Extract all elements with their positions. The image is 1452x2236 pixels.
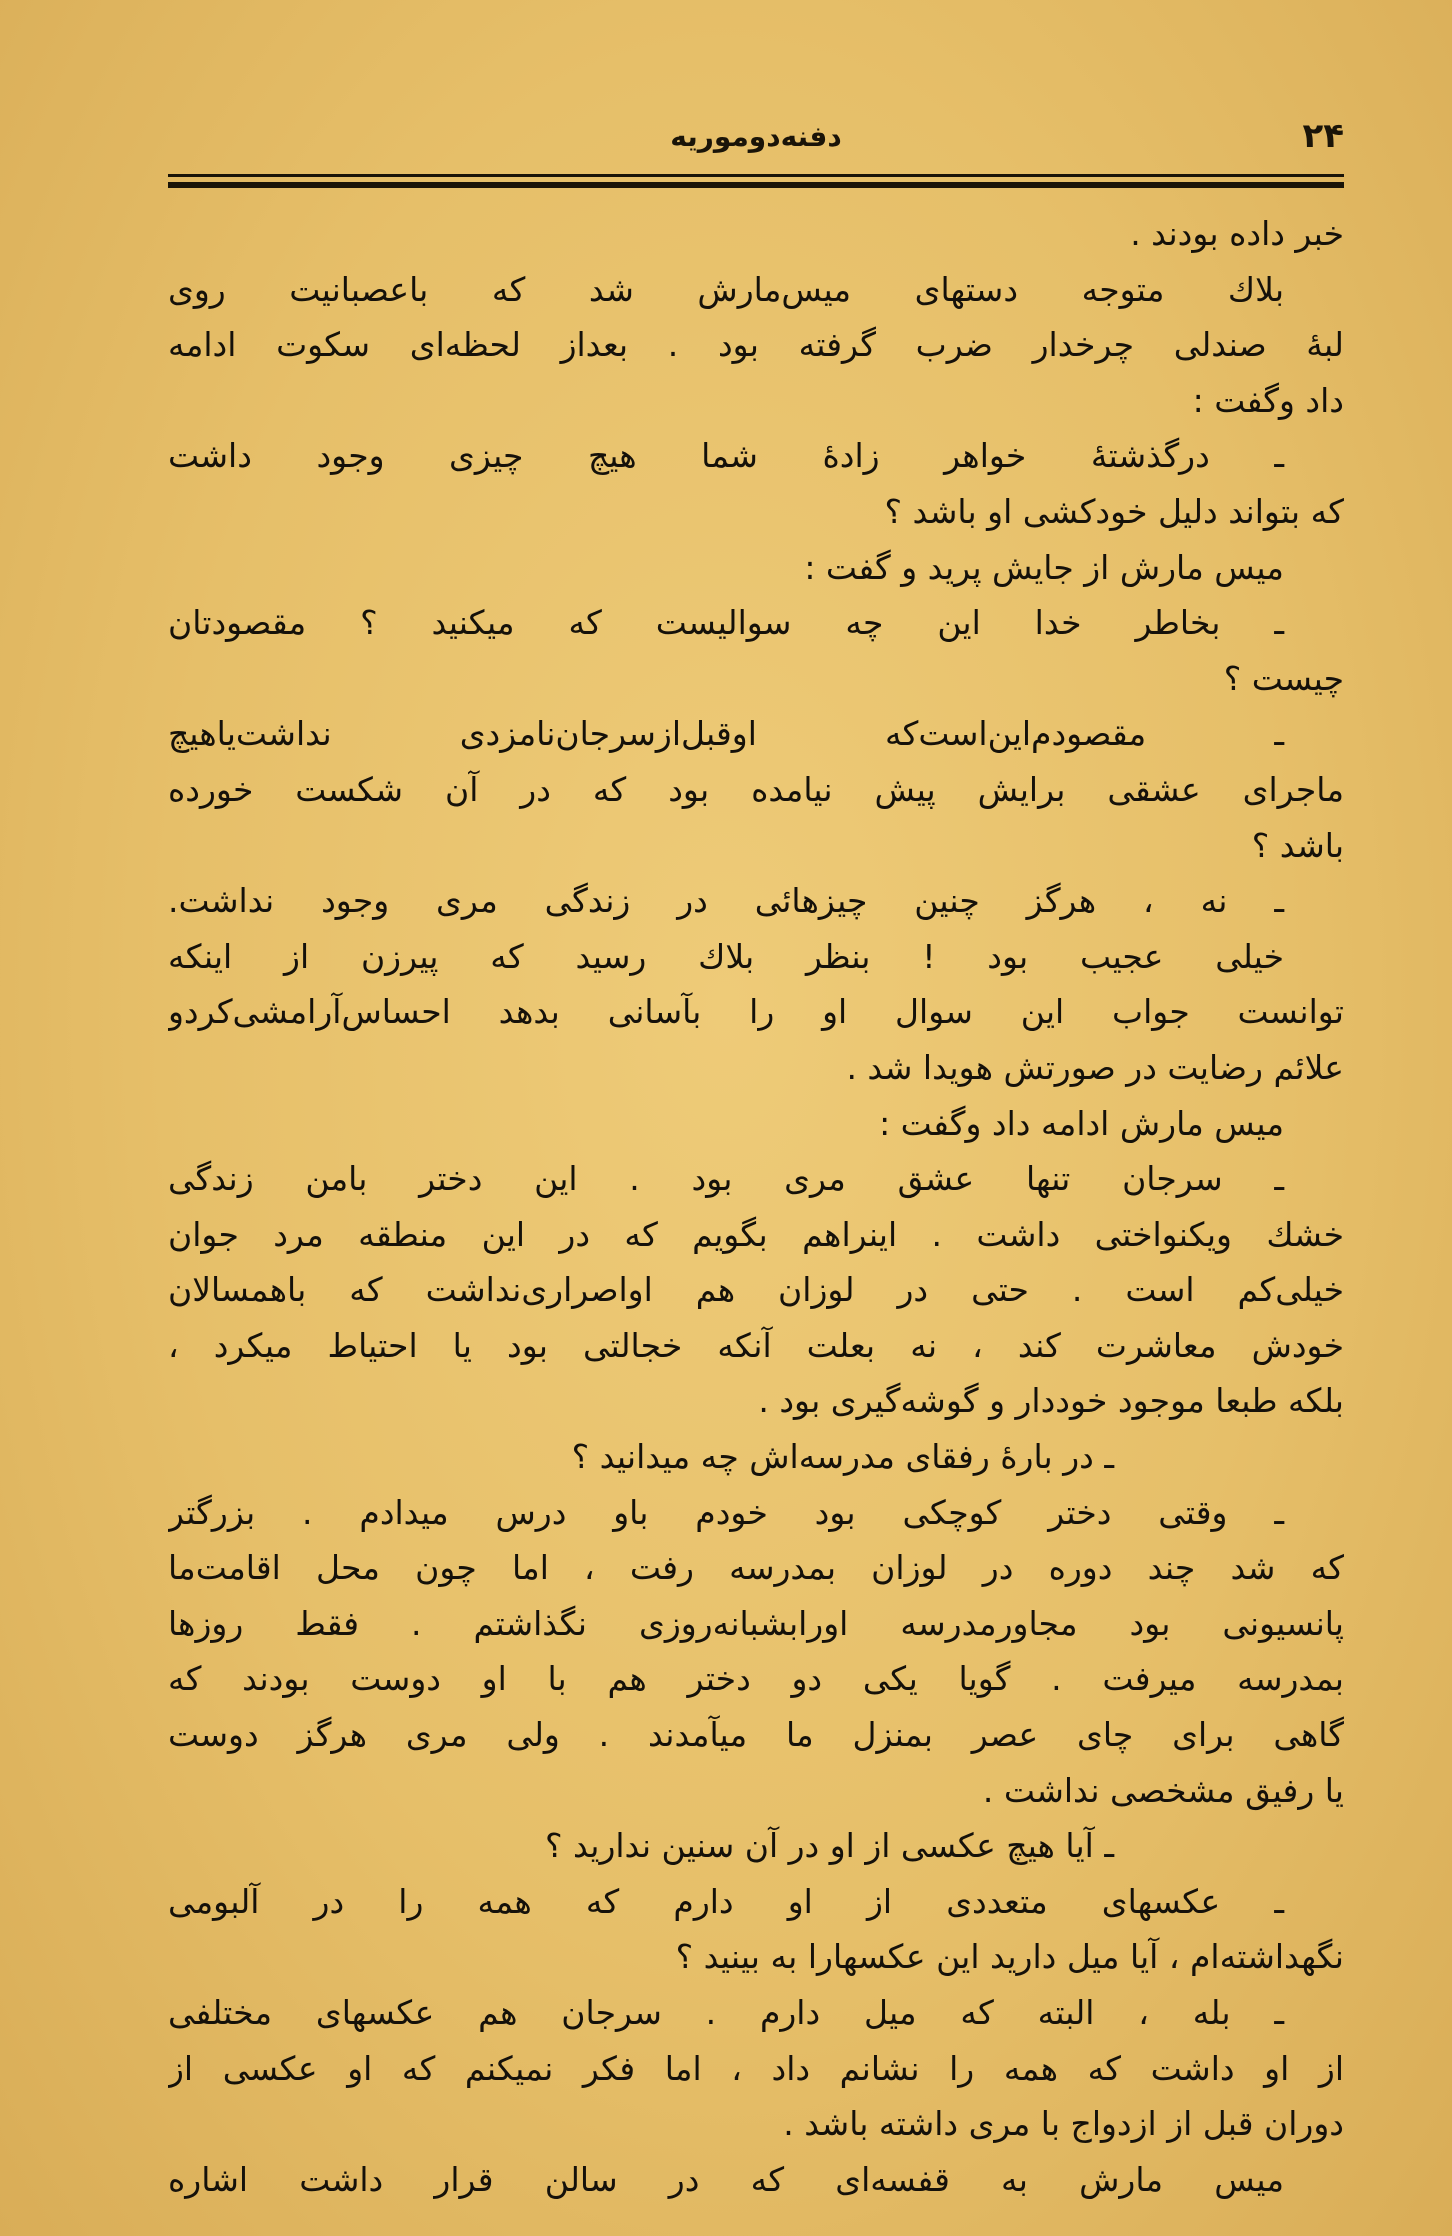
text-line: میس مارش از جایش پرید و گفت :	[804, 547, 1284, 587]
text-line: خیلی عجیب بود ! بنظر بلاك رسید که پیرزن از اینکه	[168, 936, 1284, 976]
text-line: بلکه طبعا موجود خوددار و گوشه‌گیری بود .	[758, 1381, 1344, 1421]
text-line: ـ سرجان تنها عشق مری بود . این دختر بامن زندگی	[168, 1159, 1284, 1199]
text-line: خیلی‌کم است . حتی در لوزان هم اواصراری‌نداشت که باهمسالان	[168, 1270, 1344, 1310]
text-line: توانست جواب این سوال او را بآسانی بدهد احساس‌آرامشی‌کردو	[168, 992, 1344, 1032]
text-line: علائم رضایت در صورتش هویدا شد .	[846, 1047, 1344, 1087]
text-line: ـ مقصودم‌این‌است‌که اوقبل‌ازسرجان‌نامزدی نداشت‌یاهیچ	[168, 714, 1284, 754]
text-line: بلاك متوجه دستهای میس‌مارش شد که باعصبانیت روی	[168, 269, 1284, 309]
text-line: بمدرسه میرفت . گویا یکی دو دختر هم با او دوست بودند که	[168, 1659, 1344, 1699]
text-line: ـ بخاطر خدا این چه سوالیست که میکنید ؟ مقصودتان	[168, 603, 1284, 643]
page-number: ۲۴	[1302, 116, 1344, 156]
text-line: میس مارش ادامه داد وگفت :	[879, 1103, 1284, 1143]
text-line: ماجرای عشقی برایش پیش نیامده بود که در آن شکست خورده	[168, 769, 1344, 809]
text-line: دوران قبل از ازدواج با مری داشته باشد .	[783, 2104, 1344, 2144]
running-title: دفنه‌دوموریه	[670, 120, 842, 153]
text-line: داد وگفت :	[1192, 380, 1344, 420]
text-line: نگهداشته‌ام ، آیا میل دارید این عکسهارا به بینید ؟	[675, 1937, 1344, 1977]
page-header	[168, 110, 1344, 170]
text-line: ـ عکسهای متعددی از او دارم که همه را در آلبومی	[168, 1881, 1284, 1921]
text-line: خبر داده بودند .	[1130, 214, 1344, 253]
text-line: ـ درگذشتهٔ خواهر زادهٔ شما هیچ چیزی وجود داشت	[168, 436, 1284, 476]
text-line: یا رفیق مشخصی نداشت .	[982, 1770, 1344, 1810]
text-line: ـ نه ، هرگز چنین چیزهائی در زندگی مری وجود نداشت.	[168, 881, 1284, 921]
text-line: از او داشت که همه را نشانم داد ، اما فکر نمیکنم که او عکسی از	[168, 2048, 1344, 2088]
text-line: خشك ویکنواختی داشت . اینراهم بگویم که در این منطقه مرد جوان	[168, 1214, 1344, 1254]
text-line: ـ وقتی دختر کوچکی بود خودم باو درس میدادم . بزرگتر	[168, 1492, 1284, 1532]
text-line: که شد چند دوره در لوزان بمدرسه رفت ، اما چون محل اقامت‌ما	[168, 1548, 1344, 1588]
text-line: چیست ؟	[1223, 658, 1344, 698]
text-line: ـ آیا هیچ عکسی از او در آن سنین ندارید ؟	[544, 1826, 1114, 1866]
text-line: ـ در بارهٔ رفقای مدرسه‌اش چه میدانید ؟	[571, 1437, 1114, 1477]
body-text	[168, 206, 1344, 2207]
header-rule-thick	[168, 182, 1344, 188]
text-line: خودش معاشرت کند ، نه بعلت آنکه خجالتی بود یا احتیاط میکرد ،	[168, 1325, 1344, 1365]
text-line: لبهٔ صندلی چرخدار ضرب گرفته بود . بعداز لحظه‌ای سکوت ادامه	[168, 325, 1344, 365]
text-line: گاهی برای چای عصر بمنزل ما میآمدند . ولی مری هرگز دوست	[168, 1715, 1344, 1755]
text-line: که بتواند دلیل خودکشی او باشد ؟	[884, 491, 1344, 531]
header-rule-thin	[168, 174, 1344, 177]
text-line: میس مارش به قفسه‌ای که در سالن قرار داشت اشاره	[168, 2159, 1284, 2199]
text-line: ـ بله ، البته که میل دارم . سرجان هم عکسهای مختلفی	[168, 1993, 1284, 2032]
text-line: پانسیونی بود مجاورمدرسه اورابشبانه‌روزی نگذاشتم . فقط روزها	[168, 1603, 1344, 1643]
text-line: باشد ؟	[1251, 825, 1344, 865]
